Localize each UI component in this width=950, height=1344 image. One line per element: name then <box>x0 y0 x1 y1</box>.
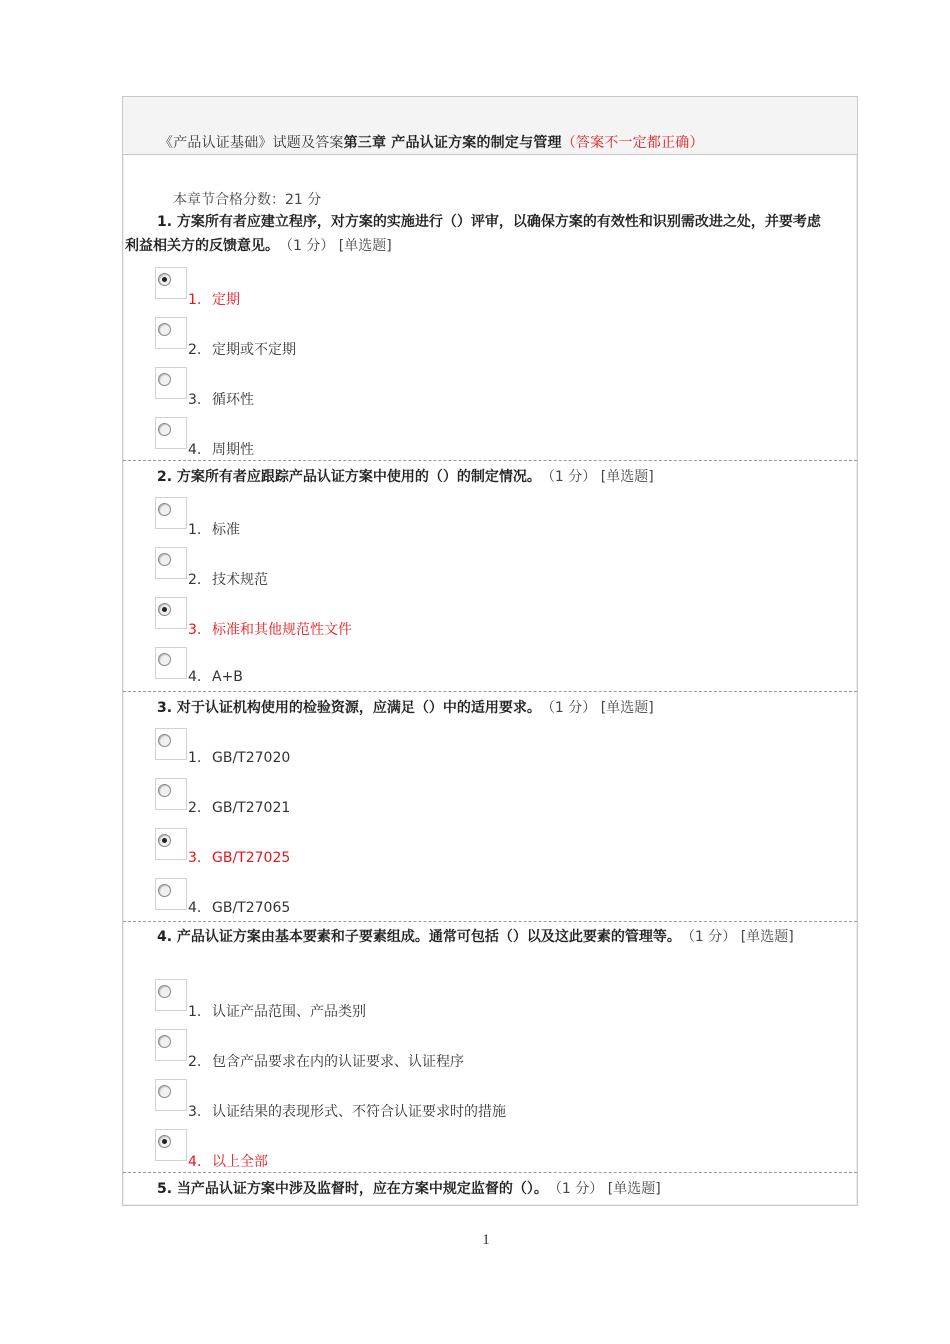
question-meta: （1 分） [单选题] <box>547 469 654 485</box>
q2-option-1[interactable] <box>155 497 755 537</box>
q2-option-4[interactable] <box>155 647 755 687</box>
question-stem: 3. 对于认证机构使用的检验资源，应满足（）中的适用要求。 <box>157 700 534 716</box>
title-note: （答案不一定都正确） <box>561 135 704 151</box>
radio-box <box>155 828 187 860</box>
radio-icon[interactable] <box>158 1085 171 1098</box>
q3-option-3[interactable] <box>155 828 755 868</box>
question-text <box>123 925 823 949</box>
radio-icon[interactable] <box>158 653 171 666</box>
exam-frame <box>122 96 858 1206</box>
title-chapter: 第三章 产品认证方案的制定与管理 <box>343 135 562 151</box>
header-bar <box>123 97 857 155</box>
option-label: 2. 定期或不定期 <box>188 342 296 358</box>
radio-checked-icon[interactable] <box>158 273 171 286</box>
q4-option-4[interactable] <box>155 1129 755 1169</box>
question-divider <box>123 921 857 922</box>
option-label: 2. 包含产品要求在内的认证要求、认证程序 <box>188 1054 464 1070</box>
option-label: 3. GB/T27025 <box>188 850 291 866</box>
q4-option-1[interactable] <box>155 979 755 1019</box>
question-meta: （1 分） [单选题] <box>547 700 654 716</box>
question-meta: （1 分） [单选题] <box>554 1181 661 1197</box>
radio-box <box>155 417 187 449</box>
option-label: 4. GB/T27065 <box>188 900 291 916</box>
question-divider <box>123 460 857 461</box>
radio-box <box>155 497 187 529</box>
radio-box <box>155 878 187 910</box>
radio-icon[interactable] <box>158 503 171 516</box>
option-label: 1. 标准 <box>188 522 240 538</box>
radio-icon[interactable] <box>158 423 171 436</box>
radio-checked-icon[interactable] <box>158 1135 171 1148</box>
radio-box <box>155 1079 187 1111</box>
q3-option-2[interactable] <box>155 778 755 818</box>
option-label: 4. A+B <box>188 669 243 685</box>
question-5 <box>123 1177 823 1201</box>
radio-box <box>155 979 187 1011</box>
radio-box <box>155 1129 187 1161</box>
option-label: 3. 标准和其他规范性文件 <box>188 622 352 638</box>
question-stem: 5. 当产品认证方案中涉及监督时，应在方案中规定监督的（）。 <box>157 1181 541 1197</box>
radio-checked-icon[interactable] <box>158 603 171 616</box>
option-label: 1. 定期 <box>188 292 240 308</box>
option-label: 2. 技术规范 <box>188 572 268 588</box>
question-divider <box>123 1172 857 1173</box>
question-meta: （1 分） [单选题] <box>687 929 794 945</box>
option-label: 3. 循环性 <box>188 392 254 408</box>
radio-icon[interactable] <box>158 734 171 747</box>
radio-box <box>155 778 187 810</box>
pass-score: 本章节合格分数：21 分 <box>173 192 322 208</box>
radio-box <box>155 728 187 760</box>
q3-option-1[interactable] <box>155 728 755 768</box>
option-label: 1. 认证产品范围、产品类别 <box>188 1004 366 1020</box>
q1-option-2[interactable] <box>155 317 755 357</box>
radio-icon[interactable] <box>158 373 171 386</box>
q2-option-2[interactable] <box>155 547 755 587</box>
radio-box <box>155 1029 187 1061</box>
radio-box <box>155 597 187 629</box>
radio-icon[interactable] <box>158 323 171 336</box>
radio-box <box>155 547 187 579</box>
radio-icon[interactable] <box>158 985 171 998</box>
option-label: 4. 以上全部 <box>188 1154 268 1170</box>
option-label: 1. GB/T27020 <box>188 750 291 766</box>
question-stem: 2. 方案所有者应跟踪产品认证方案中使用的（）的制定情况。 <box>157 469 534 485</box>
question-stem: 1. 方案所有者应建立程序，对方案的实施进行（）评审，以确保方案的有效性和识别需改进之处，并要考虑利益相关方的反馈意见。 <box>125 214 821 254</box>
option-label: 2. GB/T27021 <box>188 800 291 816</box>
radio-checked-icon[interactable] <box>158 834 171 847</box>
q4-option-3[interactable] <box>155 1079 755 1119</box>
q1-option-3[interactable] <box>155 367 755 407</box>
radio-icon[interactable] <box>158 784 171 797</box>
question-text <box>123 465 823 489</box>
question-text <box>123 696 823 720</box>
question-text <box>123 1177 823 1201</box>
radio-box <box>155 367 187 399</box>
question-3 <box>123 696 823 720</box>
option-label: 3. 认证结果的表现形式、不符合认证要求时的措施 <box>188 1104 506 1120</box>
question-1 <box>123 210 823 258</box>
radio-icon[interactable] <box>158 1035 171 1048</box>
radio-box <box>155 647 187 679</box>
page-number: 1 <box>482 1232 490 1248</box>
question-2 <box>123 465 823 489</box>
q1-option-4[interactable] <box>155 417 755 457</box>
question-stem: 4. 产品认证方案由基本要素和子要素组成。通常可包括（）以及这此要素的管理等。 <box>157 929 674 945</box>
question-divider <box>123 691 857 692</box>
q3-option-4[interactable] <box>155 878 755 918</box>
title-book: 《产品认证基础》试题及答案 <box>159 135 344 151</box>
radio-box <box>155 267 187 299</box>
q4-option-2[interactable] <box>155 1029 755 1069</box>
radio-icon[interactable] <box>158 884 171 897</box>
question-4 <box>123 925 823 949</box>
q2-option-3[interactable] <box>155 597 755 637</box>
question-text <box>123 210 823 258</box>
question-meta: （1 分） [单选题] <box>286 238 392 254</box>
page-title <box>159 135 704 151</box>
q1-option-1[interactable] <box>155 267 755 307</box>
radio-box <box>155 317 187 349</box>
option-label: 4. 周期性 <box>188 442 254 458</box>
radio-icon[interactable] <box>158 553 171 566</box>
